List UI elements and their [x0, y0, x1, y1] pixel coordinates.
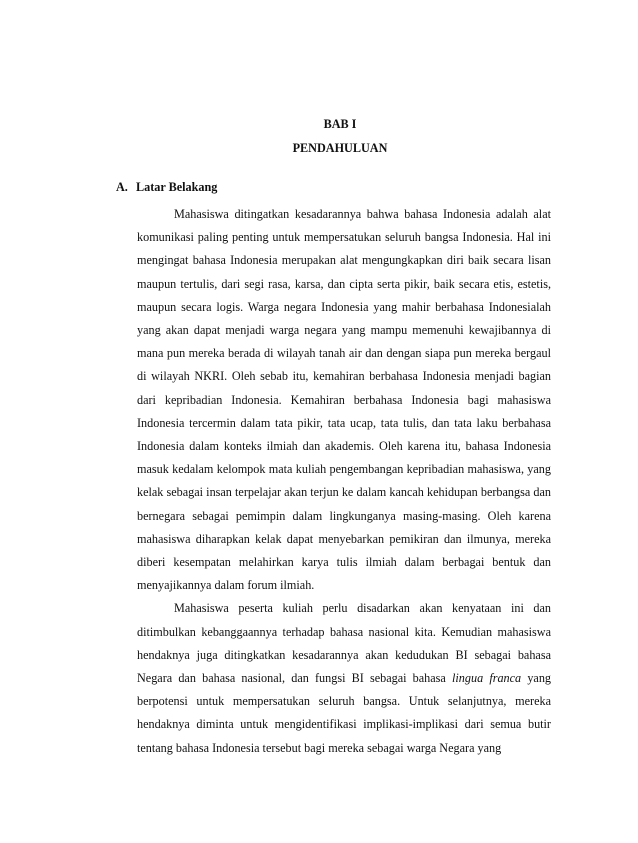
- section-marker: A.: [116, 180, 128, 194]
- chapter-title: PENDAHULUAN: [292, 141, 388, 155]
- paragraph-2-text-before: Mahasiswa peserta kuliah perlu disadarkan akan kenyataan ini dan ditimbulkan kebanggaannya terhadap bahasa nasional kita. Kemudian mahasiswa hendaknya juga ditingkatkan kesadarannya akan kedudukan BI sebagai bahasa Negara dan bahasa nasional, dan fungsi BI sebagai bahasa: [137, 601, 551, 686]
- body-text: [137, 203, 551, 760]
- section-heading: [116, 180, 217, 195]
- paragraph-2: [137, 597, 551, 759]
- section-title: Latar Belakang: [136, 180, 218, 194]
- paragraph-1: Mahasiswa ditingatkan kesadarannya bahwa bahasa Indonesia adalah alat komunikasi paling penting untuk mempersatukan seluruh bangsa Indonesia. Hal ini mengingat bahasa Indonesia merupakan alat mengungkapkan diri baik secara lisan maupun tertulis, dari segi rasa, karsa, dan cipta serta pikir, baik secara etis, estetis, maupun secara logis. Warga negara Indonesia yang mahir berbahasa Indonesialah yang akan dapat menjadi warga negara yang mampu memenuhi kewajibannya di mana pun mereka berada di wilayah tanah air dan dengan siapa pun mereka bergaul di wilayah NKRI. Oleh sebab itu, kemahiran berbahasa Indonesia menjadi bagian dari kepribadian Indonesia. Kemahiran berbahasa Indonesia bagi mahasiswa Indonesia tercermin dalam tata pikir, tata ucap, tata tulis, dan tata laku berbahasa Indonesia dalam konteks ilmiah dan akademis. Oleh karena itu, bahasa Indonesia masuk kedalam kelompok mata kuliah pengembangan kepribadian mahasiswa, yang kelak sebagai insan terpelajar akan terjun ke dalam kancah kehidupan berbangsa dan bernegara sebagai pemimpin dalam lingkunganya masing-masing. Oleh karena mahasiswa diharapkan kelak dapat menyebarkan pemikiran dan ilmunya, mereka diberi kesempatan melahirkan karya tulis ilmiah dalam berbagai bentuk dan menyajikannya dalam forum ilmiah.: [137, 207, 551, 593]
- italic-term: lingua franca: [452, 671, 522, 686]
- chapter-number: BAB I: [323, 117, 357, 131]
- paragraph-2-text-after: yang berpotensi untuk mempersatukan seluruh bangsa. Untuk selanjutnya, mereka hendaknya diminta untuk mengidentifikasi implikasi-implikasi dari semua butir tentang bahasa Indonesia tersebut bagi mereka sebagai warga Negara yang: [137, 671, 552, 755]
